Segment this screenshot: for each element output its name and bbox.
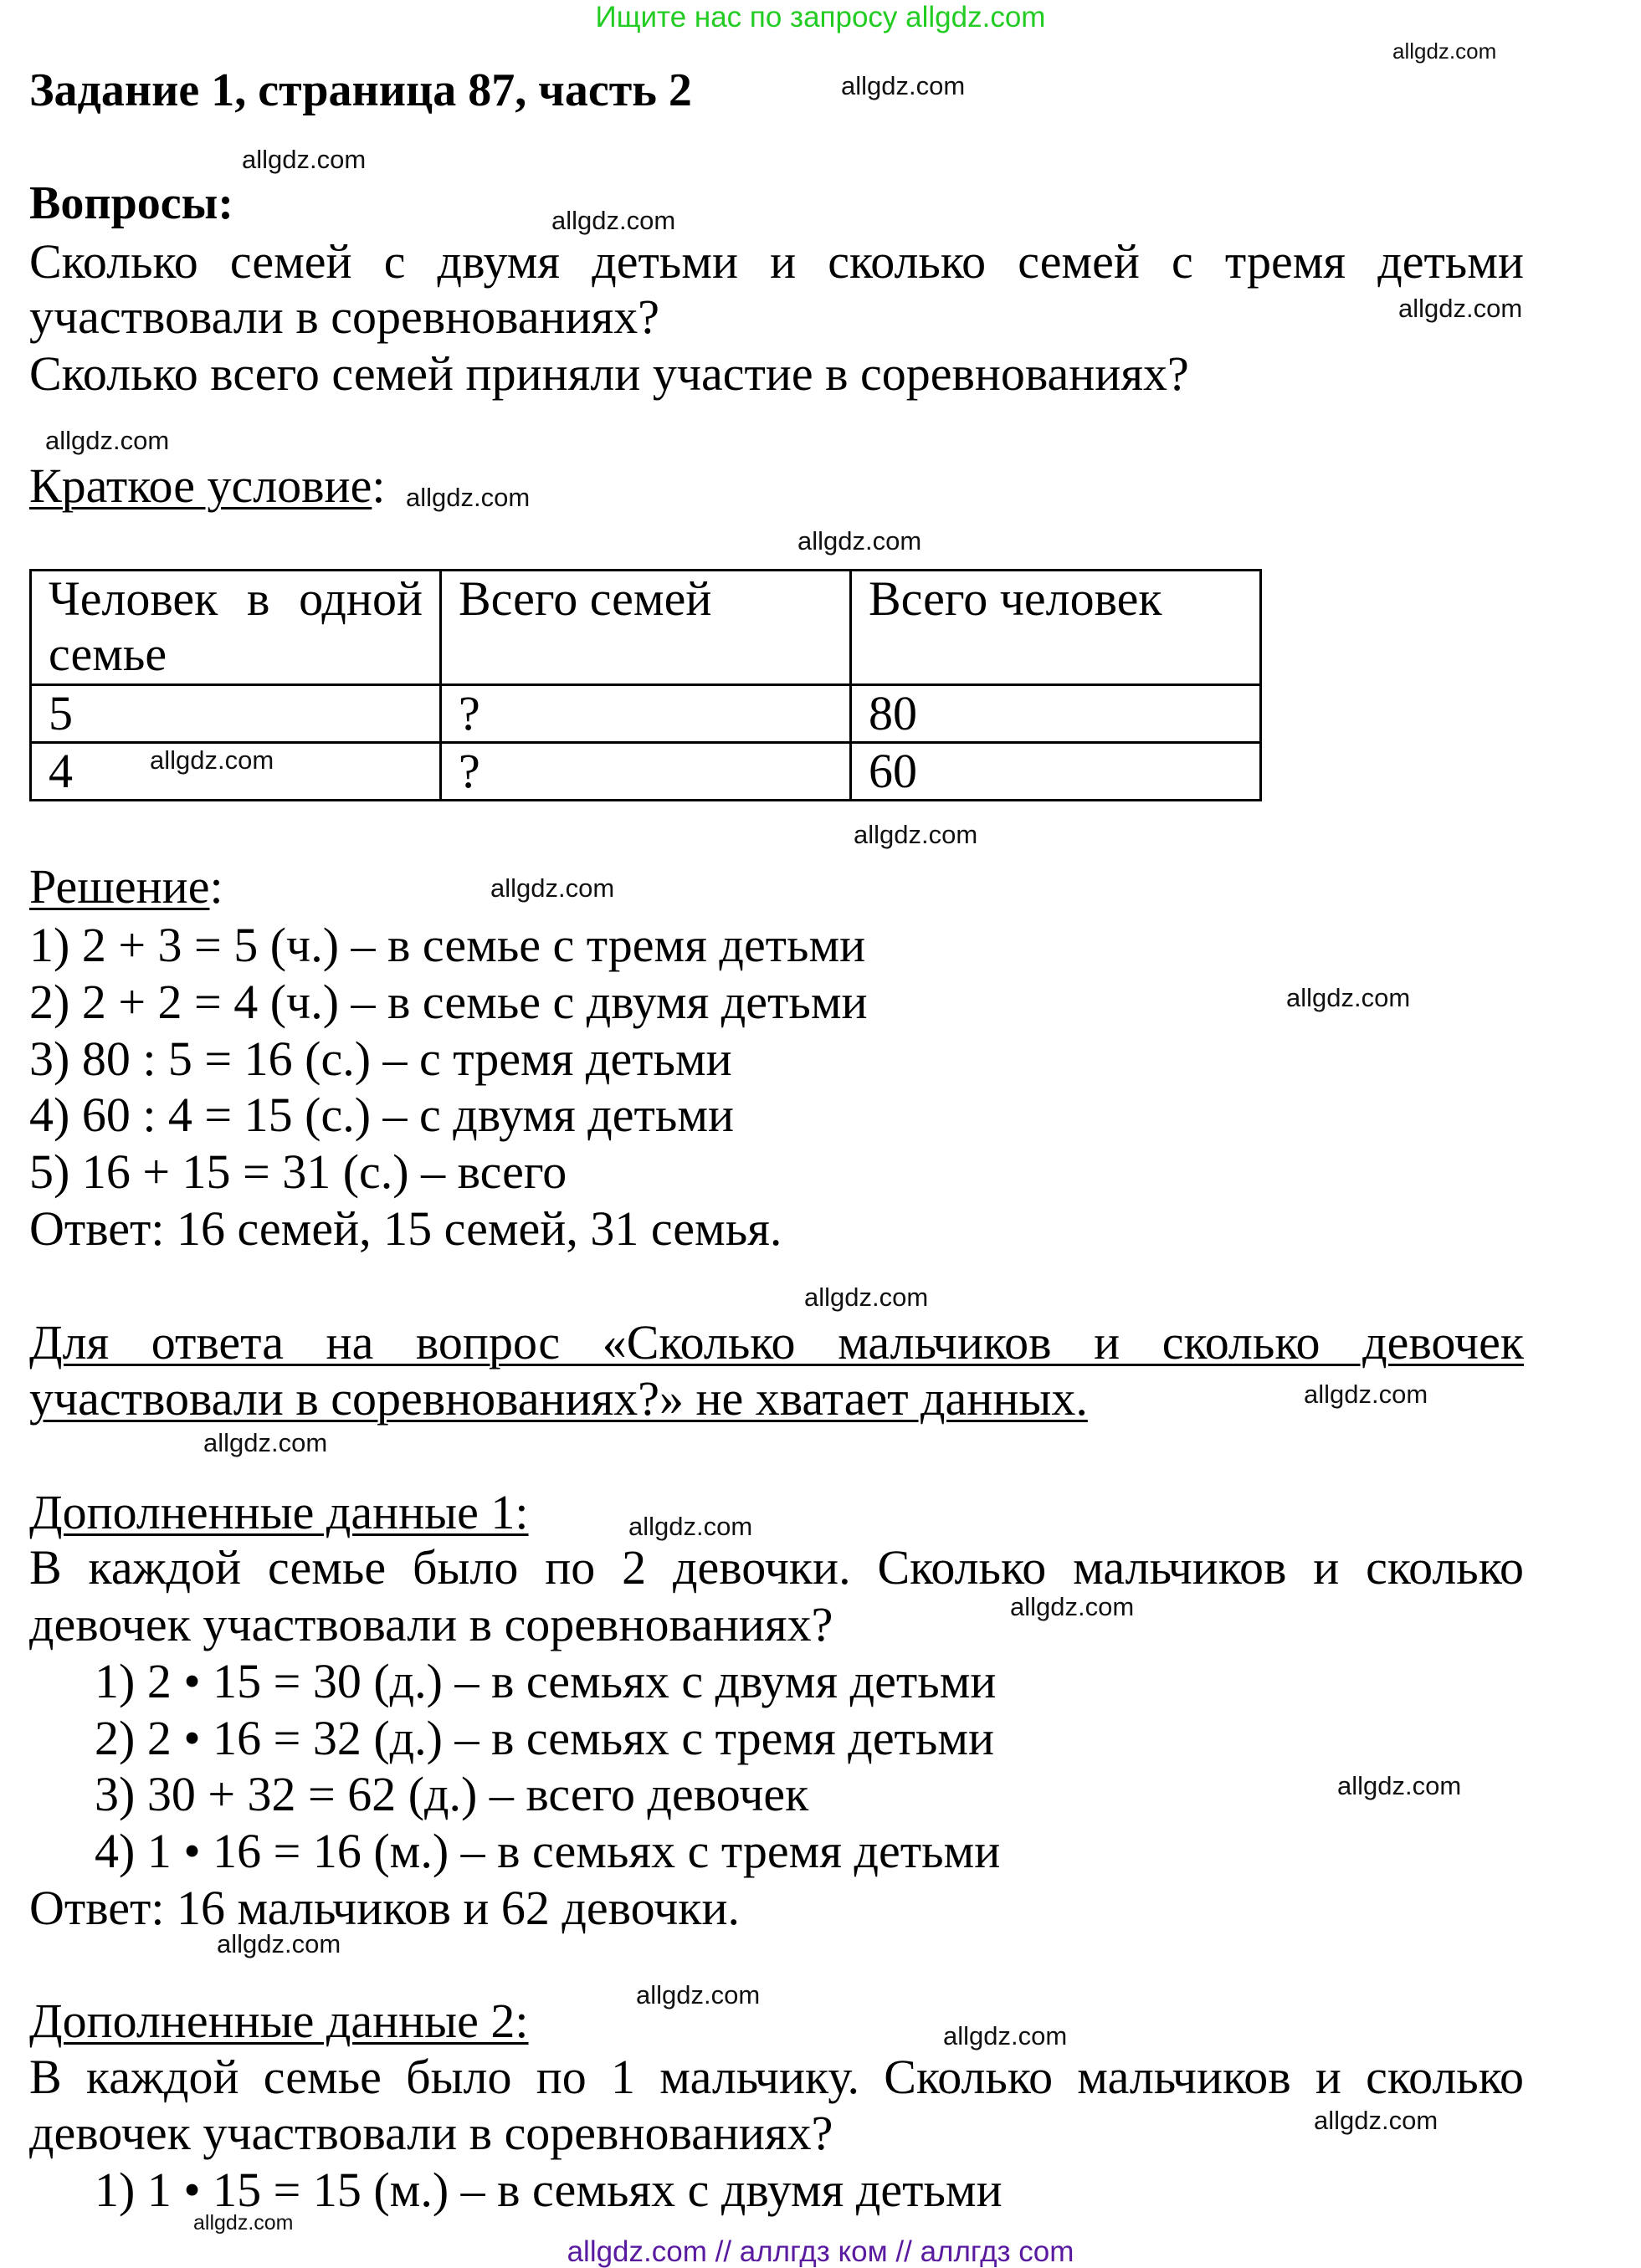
watermark: allgdz.com (797, 526, 922, 555)
watermark: allgdz.com (1392, 38, 1497, 64)
table-header-row (31, 571, 1261, 685)
extra-data-1-heading: Дополненные данные 1: (29, 1485, 529, 1539)
extra-data-1-step: 1) 2 • 15 = 30 (д.) – в семьях с двумя детьми (95, 1654, 997, 1708)
watermark: allgdz.com (1304, 1380, 1428, 1409)
short-condition-heading (29, 457, 385, 515)
colon: : (372, 458, 386, 513)
watermark: allgdz.com (636, 1980, 761, 2009)
watermark: allgdz.com (854, 820, 978, 849)
extra-data-2-text: В каждой семье было по 1 мальчику. Сколько мальчиков и сколько (29, 2050, 1524, 2104)
extra-data-2-step: 1) 1 • 15 = 15 (м.) – в семьях с двумя детьми (95, 2163, 1003, 2217)
questions-heading: Вопросы: (29, 177, 233, 229)
watermark: allgdz.com (551, 206, 676, 235)
table-cell: ? (441, 685, 851, 743)
table-cell: 4 (31, 743, 441, 801)
extra-data-2-heading: Дополненные данные 2: (29, 1994, 529, 2048)
watermark: allgdz.com (841, 71, 966, 100)
extra-data-1-text: В каждой семье было по 2 девочки. Сколько мальчиков и сколько (29, 1540, 1524, 1595)
extra-data-1-answer: Ответ: 16 мальчиков и 62 девочки. (29, 1881, 741, 1935)
question-line: участвовали в соревнованиях? (29, 289, 660, 344)
solution-answer: Ответ: 16 семей, 15 семей, 31 семья. (29, 1201, 782, 1256)
extra-data-1-step: 4) 1 • 16 = 16 (м.) – в семьях с тремя детьми (95, 1824, 1001, 1878)
watermark: allgdz.com (1337, 1771, 1462, 1800)
solution-step: 4) 60 : 4 = 15 (с.) – с двумя детьми (29, 1088, 735, 1142)
watermark: allgdz.com (203, 1428, 328, 1457)
page-title: Задание 1, страница 87, часть 2 (29, 64, 692, 116)
table-cell: 60 (851, 743, 1261, 801)
watermark: allgdz.com (804, 1282, 929, 1312)
table-header-cell: Человек в одной семье (31, 571, 441, 685)
short-condition-label: Краткое условие (29, 458, 372, 513)
extra-data-1-step: 3) 30 + 32 = 62 (д.) – всего девочек (95, 1767, 809, 1821)
table-header-cell: Всего семей (441, 571, 851, 685)
watermark: allgdz.com (943, 2021, 1068, 2050)
watermark: allgdz.com (45, 426, 170, 455)
watermark: allgdz.com (1286, 983, 1411, 1012)
watermark: allgdz.com (406, 483, 531, 512)
search-banner: Ищите нас по запросу allgdz.com (595, 1, 1046, 33)
question-line: Сколько всего семей приняли участие в соревнованиях? (29, 346, 1189, 401)
table-cell: ? (441, 743, 851, 801)
watermark: allgdz.com (217, 1929, 341, 1958)
solution-heading (29, 858, 223, 916)
missing-data-note: участвовали в соревнованиях?» не хватает данных. (29, 1371, 1088, 1426)
colon: : (209, 859, 223, 914)
solution-step: 3) 80 : 5 = 16 (с.) – с тремя детьми (29, 1032, 732, 1086)
table-header-cell: Всего человек (851, 571, 1261, 685)
watermark: allgdz.com (490, 873, 615, 903)
solution-label: Решение (29, 859, 210, 914)
solution-step: 1) 2 + 3 = 5 (ч.) – в семье с тремя детьми (29, 918, 866, 972)
watermark: allgdz.com (242, 145, 367, 174)
question-line: Сколько семей с двумя детьми и сколько семей с тремя детьми (29, 234, 1524, 289)
footer-watermark: allgdz.com // аллгдз ком // аллгдз com (567, 2235, 1074, 2268)
table-cell: 80 (851, 685, 1261, 743)
extra-data-1-step: 2) 2 • 16 = 32 (д.) – в семьях с тремя детьми (95, 1711, 995, 1765)
extra-data-1-text: девочек участвовали в соревнованиях? (29, 1597, 833, 1651)
solution-step: 5) 16 + 15 = 31 (с.) – всего (29, 1144, 567, 1199)
table-cell: 5 (31, 685, 441, 743)
watermark: allgdz.com (1010, 1592, 1135, 1621)
watermark: allgdz.com (1398, 294, 1523, 323)
watermark: allgdz.com (150, 745, 274, 775)
watermark: allgdz.com (193, 2211, 294, 2235)
watermark: allgdz.com (628, 1512, 753, 1541)
watermark: allgdz.com (1314, 2106, 1438, 2135)
extra-data-2-text: девочек участвовали в соревнованиях? (29, 2106, 833, 2160)
solution-step: 2) 2 + 2 = 4 (ч.) – в семье с двумя детьми (29, 975, 868, 1029)
missing-data-note: Для ответа на вопрос «Сколько мальчиков и сколько девочек (29, 1315, 1524, 1370)
table-row (31, 685, 1261, 743)
